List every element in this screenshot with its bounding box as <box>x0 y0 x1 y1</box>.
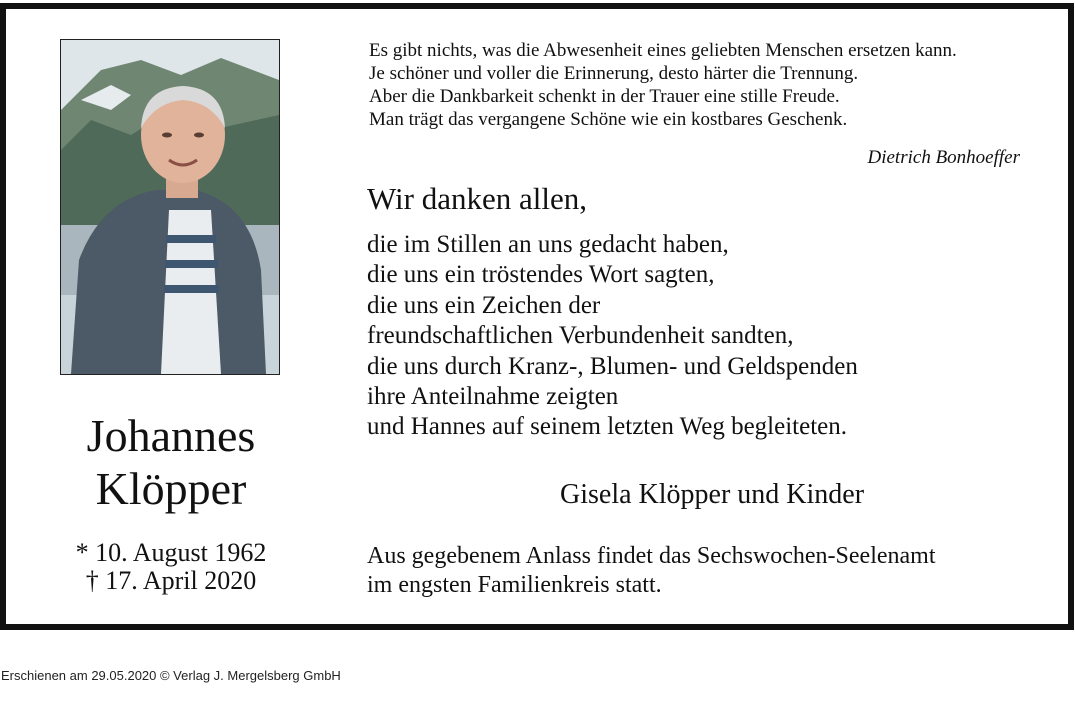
family-signature: Gisela Klöpper und Kinder <box>560 479 865 510</box>
service-notice <box>367 542 1047 600</box>
birth-date: * 10. August 1962 <box>75 538 267 567</box>
quote-line: Aber die Dankbarkeit schenkt in der Trauer eine stille Freude. <box>369 86 840 107</box>
obituary-card <box>0 3 1074 630</box>
thanks-heading: Wir danken allen, <box>367 181 587 216</box>
last-name: Klöpper <box>95 463 247 514</box>
quote-line: Je schöner und voller die Erinnerung, desto härter die Trennung. <box>369 63 859 84</box>
thanks-line: die im Stillen an uns gedacht haben, <box>367 231 729 258</box>
quote-line: Es gibt nichts, was die Abwesenheit eines geliebten Menschen ersetzen kann. <box>369 40 957 61</box>
publication-footer: Erschienen am 29.05.2020 © Verlag J. Mergelsberg GmbH <box>1 668 341 683</box>
notice-line: im engsten Familienkreis statt. <box>367 572 662 598</box>
thanks-line: die uns ein Zeichen der <box>367 291 601 319</box>
quote-author: Dietrich Bonhoeffer <box>867 147 1020 168</box>
thanks-line: ihre Anteilnahme zeigten <box>367 383 619 411</box>
thanks-line: die uns durch Kranz-, Blumen- und Geldspenden <box>367 352 858 380</box>
first-name: Johannes <box>86 410 256 461</box>
thanks-text <box>367 230 1047 443</box>
portrait-photo <box>60 39 280 375</box>
thanks-line: und Hannes auf seinem letzten Weg begleiteten. <box>367 413 847 441</box>
life-dates <box>31 539 311 595</box>
thanks-line: freundschaftlichen Verbundenheit sandten, <box>367 322 794 350</box>
quote-block <box>369 39 1049 131</box>
deceased-name <box>31 409 311 515</box>
notice-line: Aus gegebenem Anlass findet das Sechswochen-Seelenamt <box>367 543 936 569</box>
quote-line: Man trägt das vergangene Schöne wie ein kostbares Geschenk. <box>369 109 848 130</box>
thanks-line: die uns ein tröstendes Wort sagten, <box>367 261 715 289</box>
death-date: † 17. April 2020 <box>85 566 257 595</box>
